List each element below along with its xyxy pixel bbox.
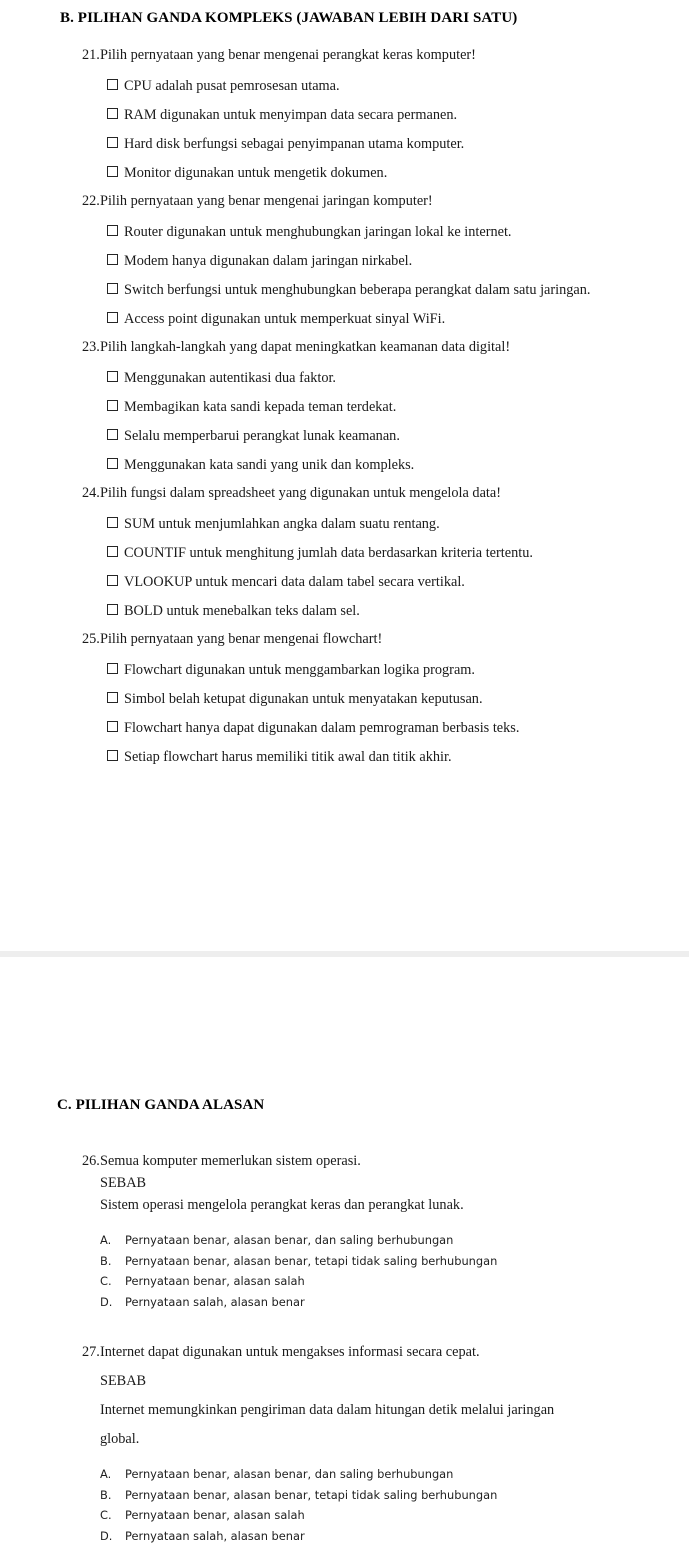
question-27-statement: Internet dapat digunakan untuk mengakses informasi secara cepat. xyxy=(100,1338,689,1367)
option-label: RAM digunakan untuk menyimpan data secara permanen. xyxy=(124,107,457,123)
question-25 xyxy=(0,629,689,767)
option-row[interactable] xyxy=(100,280,689,300)
option-label: Simbol belah ketupat digunakan untuk menyatakan keputusan. xyxy=(124,691,483,707)
checkbox-icon[interactable] xyxy=(107,137,118,148)
checkbox-icon[interactable] xyxy=(107,371,118,382)
question-25-options xyxy=(100,660,689,767)
choice-row[interactable] xyxy=(100,1464,689,1485)
question-24-prompt: Pilih fungsi dalam spreadsheet yang digunakan untuk mengelola data! xyxy=(100,485,501,501)
question-26-choices xyxy=(100,1230,689,1312)
option-label: Access point digunakan untuk memperkuat sinyal WiFi. xyxy=(124,311,445,327)
option-row[interactable] xyxy=(100,601,689,621)
option-label: Menggunakan autentikasi dua faktor. xyxy=(124,370,336,386)
choice-letter: B. xyxy=(100,1485,111,1506)
question-26 xyxy=(0,1150,689,1312)
choice-letter: D. xyxy=(100,1292,112,1313)
choice-label: Pernyataan benar, alasan benar, tetapi tidak saling berhubungan xyxy=(125,1254,497,1268)
option-label: VLOOKUP untuk mencari data dalam tabel secara vertikal. xyxy=(124,574,465,590)
question-24-prompt-line xyxy=(100,483,689,505)
question-24-number: 24. xyxy=(82,483,100,503)
question-22-number: 22. xyxy=(82,191,100,211)
question-21-number: 21. xyxy=(82,45,100,65)
section-b xyxy=(0,0,689,767)
choice-letter: B. xyxy=(100,1251,111,1272)
choice-label: Pernyataan benar, alasan salah xyxy=(125,1274,305,1288)
question-23-prompt-line xyxy=(100,337,689,359)
section-c-heading: C. PILIHAN GANDA ALASAN xyxy=(0,1097,689,1114)
option-label: Membagikan kata sandi kepada teman terdekat. xyxy=(124,399,396,415)
option-label: Router digunakan untuk menghubungkan jaringan lokal ke internet. xyxy=(124,224,512,240)
option-row[interactable] xyxy=(100,572,689,592)
choice-label: Pernyataan benar, alasan salah xyxy=(125,1508,305,1522)
question-26-connector: SEBAB xyxy=(100,1172,689,1194)
choice-letter: D. xyxy=(100,1526,112,1546)
checkbox-icon[interactable] xyxy=(107,721,118,732)
option-label: CPU adalah pusat pemrosesan utama. xyxy=(124,78,340,94)
question-25-number: 25. xyxy=(82,629,100,649)
checkbox-icon[interactable] xyxy=(107,400,118,411)
checkbox-icon[interactable] xyxy=(107,79,118,90)
option-row[interactable] xyxy=(100,747,689,767)
checkbox-icon[interactable] xyxy=(107,283,118,294)
option-label: SUM untuk menjumlahkan angka dalam suatu rentang. xyxy=(124,516,440,532)
option-label: BOLD untuk menebalkan teks dalam sel. xyxy=(124,603,360,619)
question-27-number: 27. xyxy=(82,1338,100,1367)
choice-label: Pernyataan benar, alasan benar, tetapi tidak saling berhubungan xyxy=(125,1488,497,1502)
question-22-prompt: Pilih pernyataan yang benar mengenai jaringan komputer! xyxy=(100,193,433,209)
question-21 xyxy=(0,45,689,183)
checkbox-icon[interactable] xyxy=(107,604,118,615)
question-24-options xyxy=(100,514,689,621)
option-row[interactable] xyxy=(100,251,689,271)
section-c xyxy=(0,1097,689,1546)
checkbox-icon[interactable] xyxy=(107,663,118,674)
option-row[interactable] xyxy=(100,105,689,125)
option-label: Hard disk berfungsi sebagai penyimpanan utama komputer. xyxy=(124,136,464,152)
option-label: Selalu memperbarui perangkat lunak keamanan. xyxy=(124,428,400,444)
choice-letter: C. xyxy=(100,1271,112,1292)
option-label: COUNTIF untuk menghitung jumlah data berdasarkan kriteria tertentu. xyxy=(124,545,533,561)
question-22-prompt-line xyxy=(100,191,689,213)
question-23-prompt: Pilih langkah-langkah yang dapat meningkatkan keamanan data digital! xyxy=(100,339,510,355)
question-23-number: 23. xyxy=(82,337,100,357)
choice-row[interactable] xyxy=(100,1485,689,1506)
option-label: Modem hanya digunakan dalam jaringan nirkabel. xyxy=(124,253,412,269)
question-25-prompt: Pilih pernyataan yang benar mengenai flowchart! xyxy=(100,631,382,647)
checkbox-icon[interactable] xyxy=(107,429,118,440)
checkbox-icon[interactable] xyxy=(107,108,118,119)
option-label: Monitor digunakan untuk mengetik dokumen. xyxy=(124,165,387,181)
question-21-prompt: Pilih pernyataan yang benar mengenai perangkat keras komputer! xyxy=(100,47,476,63)
question-27-choices xyxy=(100,1464,689,1546)
option-row[interactable] xyxy=(100,397,689,417)
choice-row[interactable] xyxy=(100,1292,689,1313)
choice-row[interactable] xyxy=(100,1526,689,1546)
option-row[interactable] xyxy=(100,222,689,242)
question-26-statement: Semua komputer memerlukan sistem operasi. xyxy=(100,1150,689,1172)
checkbox-icon[interactable] xyxy=(107,517,118,528)
checkbox-icon[interactable] xyxy=(107,166,118,177)
choice-row[interactable] xyxy=(100,1271,689,1292)
question-23-options xyxy=(100,368,689,475)
option-row[interactable] xyxy=(100,718,689,738)
checkbox-icon[interactable] xyxy=(107,546,118,557)
choice-label: Pernyataan benar, alasan benar, dan saling berhubungan xyxy=(125,1467,453,1481)
choice-label: Pernyataan benar, alasan benar, dan saling berhubungan xyxy=(125,1233,453,1247)
question-26-number: 26. xyxy=(82,1150,100,1172)
question-25-prompt-line xyxy=(100,629,689,651)
option-row[interactable] xyxy=(100,309,689,329)
option-row[interactable] xyxy=(100,76,689,96)
option-row[interactable] xyxy=(100,368,689,388)
section-b-heading: B. PILIHAN GANDA KOMPLEKS (JAWABAN LEBIH DARI SATU) xyxy=(0,0,689,27)
checkbox-icon[interactable] xyxy=(107,692,118,703)
option-row[interactable] xyxy=(100,426,689,446)
option-label: Flowchart hanya dapat digunakan dalam pemrograman berbasis teks. xyxy=(124,720,519,736)
option-row[interactable] xyxy=(100,514,689,534)
choice-letter: A. xyxy=(100,1464,111,1485)
checkbox-icon[interactable] xyxy=(107,575,118,586)
choice-letter: C. xyxy=(100,1505,112,1526)
option-row[interactable] xyxy=(100,689,689,709)
option-row[interactable] xyxy=(100,543,689,563)
choice-row[interactable] xyxy=(100,1230,689,1251)
question-27-reason-line-1: Internet memungkinkan pengiriman data dalam hitungan detik melalui jaringan xyxy=(100,1396,689,1425)
question-27-reason-line-2: global. xyxy=(100,1425,689,1454)
question-24 xyxy=(0,483,689,621)
option-label: Switch berfungsi untuk menghubungkan beberapa perangkat dalam satu jaringan. xyxy=(124,282,591,298)
question-23 xyxy=(0,337,689,475)
checkbox-icon[interactable] xyxy=(107,458,118,469)
option-row[interactable] xyxy=(100,134,689,154)
question-22 xyxy=(0,191,689,329)
question-27-connector: SEBAB xyxy=(100,1367,689,1396)
option-label: Menggunakan kata sandi yang unik dan kompleks. xyxy=(124,457,414,473)
question-21-options xyxy=(100,76,689,183)
option-row[interactable] xyxy=(100,455,689,475)
option-label: Flowchart digunakan untuk menggambarkan logika program. xyxy=(124,662,475,678)
checkbox-icon[interactable] xyxy=(107,312,118,323)
choice-letter: A. xyxy=(100,1230,111,1251)
question-26-reason: Sistem operasi mengelola perangkat keras dan perangkat lunak. xyxy=(100,1194,689,1216)
choice-row[interactable] xyxy=(100,1505,689,1526)
question-22-options xyxy=(100,222,689,329)
choice-row[interactable] xyxy=(100,1251,689,1272)
option-row[interactable] xyxy=(100,660,689,680)
option-row[interactable] xyxy=(100,163,689,183)
choice-label: Pernyataan salah, alasan benar xyxy=(125,1529,305,1543)
checkbox-icon[interactable] xyxy=(107,750,118,761)
checkbox-icon[interactable] xyxy=(107,225,118,236)
checkbox-icon[interactable] xyxy=(107,254,118,265)
page-break-separator xyxy=(0,951,689,957)
option-label: Setiap flowchart harus memiliki titik awal dan titik akhir. xyxy=(124,749,452,765)
question-21-prompt-line xyxy=(100,45,689,67)
question-27 xyxy=(0,1338,689,1546)
section-b-question-list xyxy=(0,27,689,767)
choice-label: Pernyataan salah, alasan benar xyxy=(125,1295,305,1309)
